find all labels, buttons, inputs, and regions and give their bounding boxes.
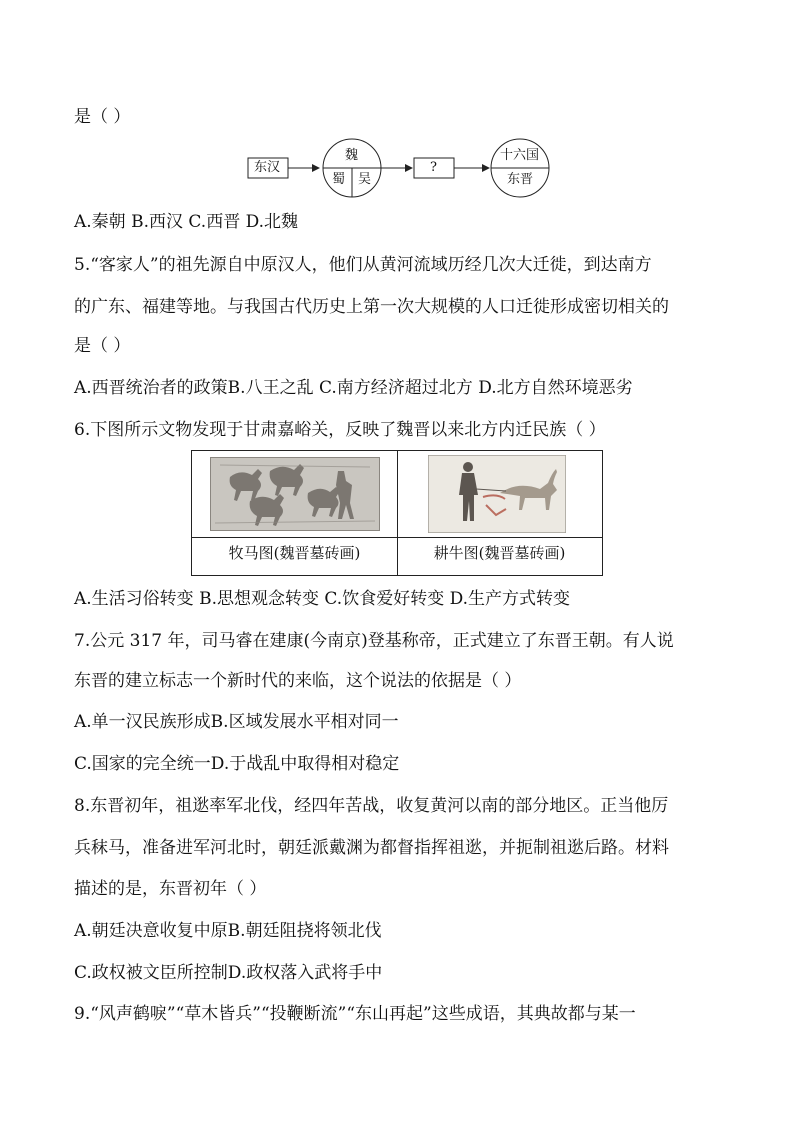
q5-line-3: 是（ ）: [74, 336, 131, 356]
q7-line-1: 7.公元 317 年，司马睿在建康(今南京)登基称帝，正式建立了东晋王朝。有人说: [74, 631, 674, 651]
q5-line-1: 5.“客家人”的祖先源自中原汉人，他们从黄河流域历经几次大迁徙，到达南方: [74, 255, 652, 275]
q8-line-1: 8.东晋初年，祖逖率军北伐，经四年苦战，收复黄河以南的部分地区。正当他厉: [74, 796, 669, 816]
q8-line-2: 兵秣马，准备进军河北时，朝廷派戴渊为都督指挥祖逖，并扼制祖逖后路。材料: [74, 838, 669, 858]
q8-line-3: 描述的是，东晋初年（ ）: [74, 879, 267, 899]
q7-options-2: C.国家的完全统一D.于战乱中取得相对稳定: [74, 754, 400, 774]
label-wei: 魏: [345, 148, 359, 163]
q4-stem-end: 是（ ）: [74, 107, 131, 127]
herding-horses-mural-image: [210, 457, 380, 531]
q7-options-1: A.单一汉民族形成B.区域发展水平相对同一: [74, 712, 399, 732]
herding-horses-caption: 牧马图(魏晋墓砖画): [228, 544, 361, 562]
plowing-ox-mural-image: [428, 455, 566, 533]
label-sixteen-kingdoms: 十六国: [500, 148, 540, 163]
q6-stem: 6.下图所示文物发现于甘肃嘉峪关，反映了魏晋以来北方内迁民族（ ）: [74, 420, 606, 440]
q5-options: A.西晋统治者的政策B.八王之乱 C.南方经济超过北方 D.北方自然环境恶劣: [74, 378, 633, 398]
label-question: ?: [430, 160, 437, 175]
label-donghan: 东汉: [254, 160, 281, 175]
plowing-ox-caption: 耕牛图(魏晋墓砖画): [433, 544, 566, 562]
label-dongjin: 东晋: [507, 172, 534, 187]
q5-line-2: 的广东、福建等地。与我国古代历史上第一次大规模的人口迁徙形成密切相关的: [74, 297, 669, 317]
label-shu: 蜀: [332, 172, 346, 187]
label-wu: 吴: [358, 172, 372, 187]
q8-options-2: C.政权被文臣所控制D.政权落入武将手中: [74, 963, 383, 983]
q8-options-1: A.朝廷决意收复中原B.朝廷阻挠将领北伐: [74, 921, 382, 941]
dynasty-sequence-diagram: [246, 138, 566, 198]
q4-options: A.秦朝 B.西汉 C.西晋 D.北魏: [74, 212, 299, 232]
q6-options: A.生活习俗转变 B.思想观念转变 C.饮食爱好转变 D.生产方式转变: [74, 589, 571, 609]
q7-line-2: 东晋的建立标志一个新时代的来临，这个说法的依据是（ ）: [74, 671, 522, 691]
mural-image-table: [191, 450, 603, 576]
q9-line-1: 9.“风声鹤唳”“草木皆兵”“投鞭断流”“东山再起”这些成语，其典故都与某一: [74, 1004, 636, 1024]
